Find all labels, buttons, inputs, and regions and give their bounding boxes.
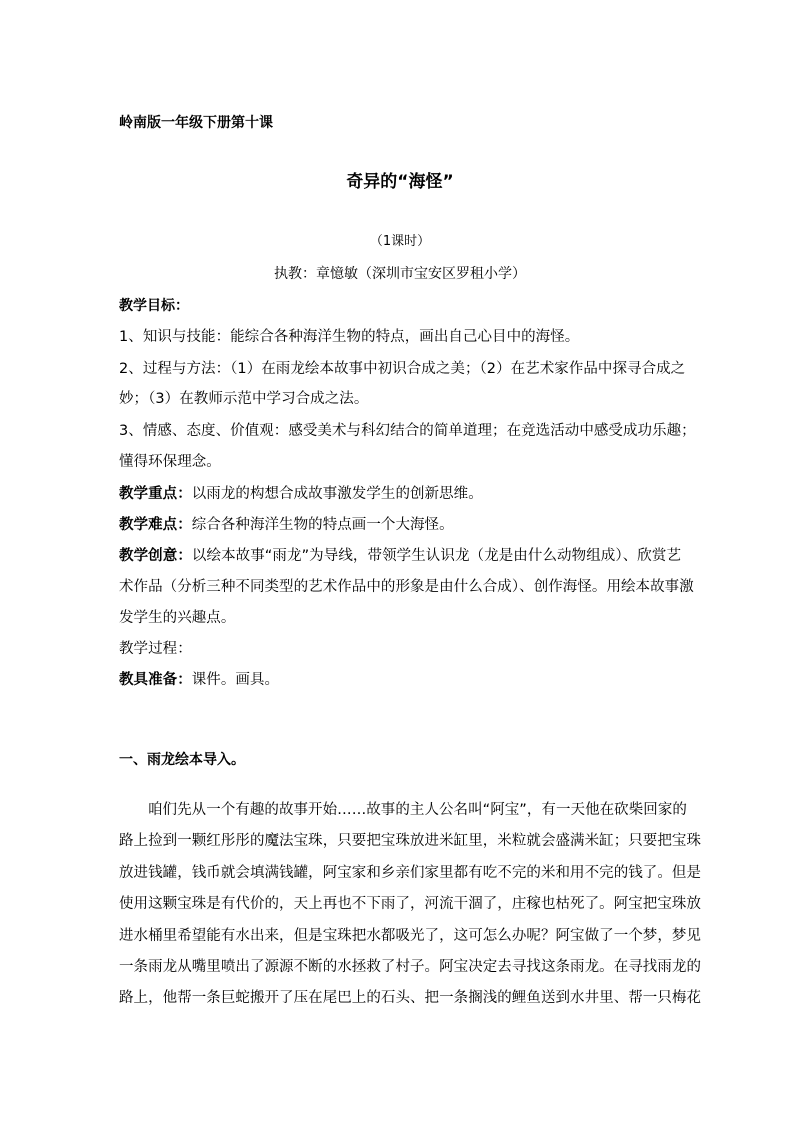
key-point-text: 以雨龙的构想合成故事激发学生的创新思维。 <box>191 486 483 502</box>
materials <box>119 670 681 690</box>
materials-label: 教具准备： <box>119 672 192 688</box>
key-point-label: 教学重点： <box>119 486 192 502</box>
lesson-hours: （1课时） <box>369 234 431 249</box>
page-title: 奇异的“海怪” <box>346 172 454 192</box>
objectives-heading: 教学目标： <box>119 298 189 314</box>
difficulty-text: 综合各种海洋生物的特点画一个大海怪。 <box>191 517 454 533</box>
process-label: 教学过程： <box>119 641 192 657</box>
creativity-text: 以绘本故事“雨龙”为导线，带领学生认识龙（龙是由什么动物组成）、欣赏艺 <box>191 548 681 564</box>
creativity-line: 术作品（分析三种不同类型的艺术作品中的形象是由什么合成）、创作海怪。用绘本故事激 <box>119 579 694 595</box>
materials-text: 课件。画具。 <box>191 672 280 688</box>
key-point <box>119 484 681 504</box>
story-paragraph-line: 路上捡到一颗红彤彤的魔法宝珠，只要把宝珠放进米缸里，米粒就会盛满米缸；只要把宝珠 <box>119 833 701 849</box>
course-header: 岭南版一年级下册第十课 <box>119 115 273 131</box>
objective-item: 1、知识与技能：能综合各种海洋生物的特点，画出自己心目中的海怪。 <box>119 329 580 345</box>
teacher-info: 执教：章憶敏（深圳市宝安区罗租小学） <box>274 266 526 282</box>
creativity <box>119 546 681 566</box>
objective-item: 妙；（3）在教师示范中学习合成之法。 <box>119 391 369 407</box>
creativity-line: 发学生的兴趣点。 <box>119 610 236 626</box>
creativity-label: 教学创意： <box>119 548 192 564</box>
objective-item: 3、情感、态度、价值观：感受美术与科幻结合的简单道理；在竞选活动中感受成功乐趣； <box>119 423 696 439</box>
objective-item: 2、过程与方法：（1）在雨龙绘本故事中初识合成之美；（2）在艺术家作品中探寻合成之 <box>119 361 686 377</box>
objective-item: 懂得环保理念。 <box>119 454 221 470</box>
difficulty-label: 教学难点： <box>119 517 192 533</box>
story-paragraph-line: 放进钱罐，钱币就会填满钱罐，阿宝家和乡亲们家里都有吃不完的米和用不完的钱了。但是 <box>119 865 701 881</box>
story-paragraph-line: 咱们先从一个有趣的故事开始……故事的主人公名叫“阿宝”，有一天他在砍柴回家的 <box>148 802 687 818</box>
story-paragraph-line: 使用这颗宝珠是有代价的，天上再也不下雨了，河流干涸了，庄稼也枯死了。阿宝把宝珠放 <box>119 896 701 912</box>
story-paragraph-line: 路上，他帮一条巨蛇搬开了压在尾巴上的石头、把一条搁浅的鲤鱼送到水井里、帮一只梅花 <box>119 990 701 1006</box>
story-paragraph-line: 一条雨龙从嘴里喷出了源源不断的水拯救了村子。阿宝决定去寻找这条雨龙。在寻找雨龙的 <box>119 959 701 975</box>
difficulty <box>119 515 681 535</box>
section-heading: 一、雨龙绘本导入。 <box>119 752 245 768</box>
story-paragraph-line: 进水桶里希望能有水出来，但是宝珠把水都吸光了，这可怎么办呢？阿宝做了一个梦，梦见 <box>119 928 701 944</box>
